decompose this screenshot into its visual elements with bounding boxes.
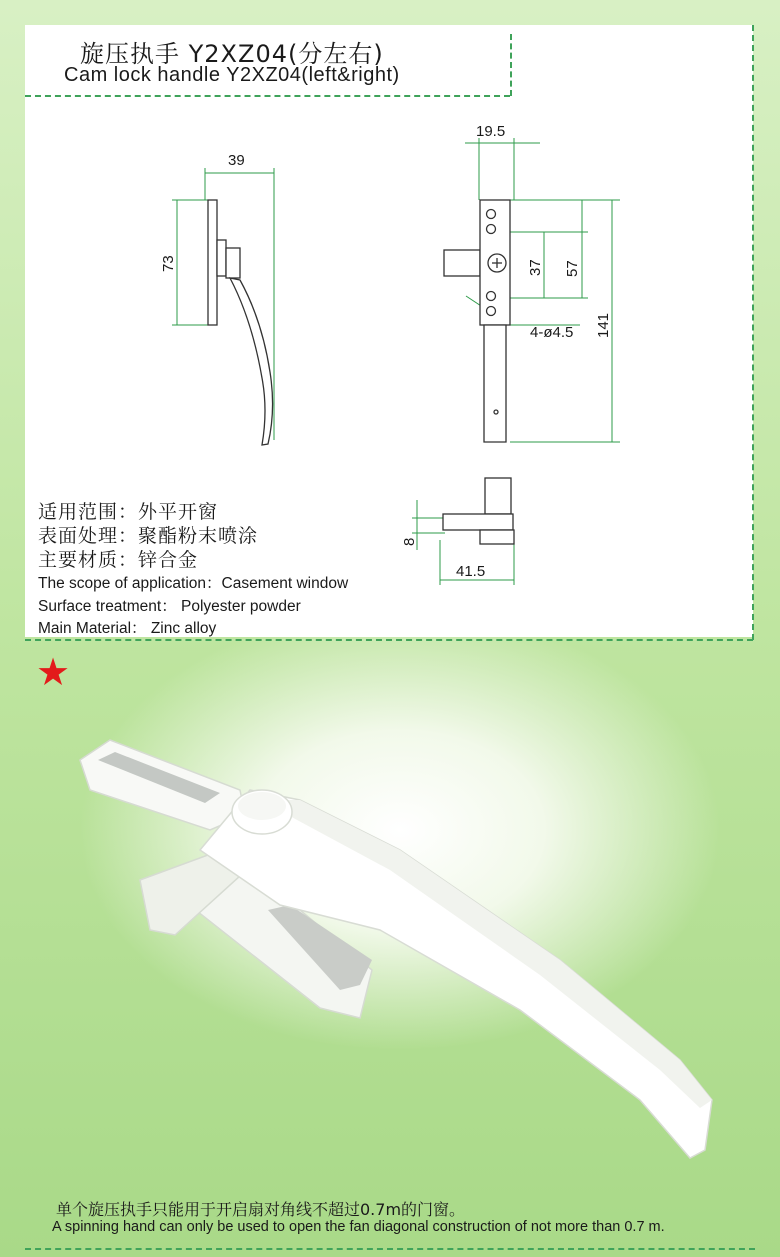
dim-width: 39 (228, 152, 245, 169)
dim-height: 73 (160, 255, 177, 272)
usage-note-en: A spinning hand can only be used to open the fan diagonal construction of not more than 0.7 m. (52, 1219, 665, 1235)
star-icon: ★ (36, 650, 71, 694)
product-title-cn: 旋压执手 Y2XZ04(分左右) (80, 40, 384, 68)
spec-line-cn: 表面处理：聚酯粉末喷涂 (38, 525, 259, 547)
spec-line-cn: 适用范围：外平开窗 (38, 501, 219, 523)
dim-total-length: 141 (595, 312, 612, 338)
dim-depth: 41.5 (456, 563, 486, 580)
spec-line-en: Main Material： Zinc alloy (38, 620, 217, 637)
dim-hole-span: 57 (564, 260, 581, 277)
spec-line-cn: 主要材质：锌合金 (38, 549, 199, 571)
dim-thickness: 8 (401, 537, 418, 546)
usage-note-cn: 单个旋压执手只能用于开启扇对角线不超过0.7m的门窗。 (56, 1200, 466, 1219)
dim-screw-spacing: 37 (527, 259, 544, 276)
product-title-en: Cam lock handle Y2XZ04(left&right) (64, 64, 400, 86)
dim-top-width: 19.5 (476, 123, 506, 140)
spec-line-en: The scope of application：Casement window (38, 575, 349, 592)
dim-holes: 4-ø4.5 (530, 324, 574, 341)
spec-line-en: Surface treatment： Polyester powder (38, 598, 301, 615)
